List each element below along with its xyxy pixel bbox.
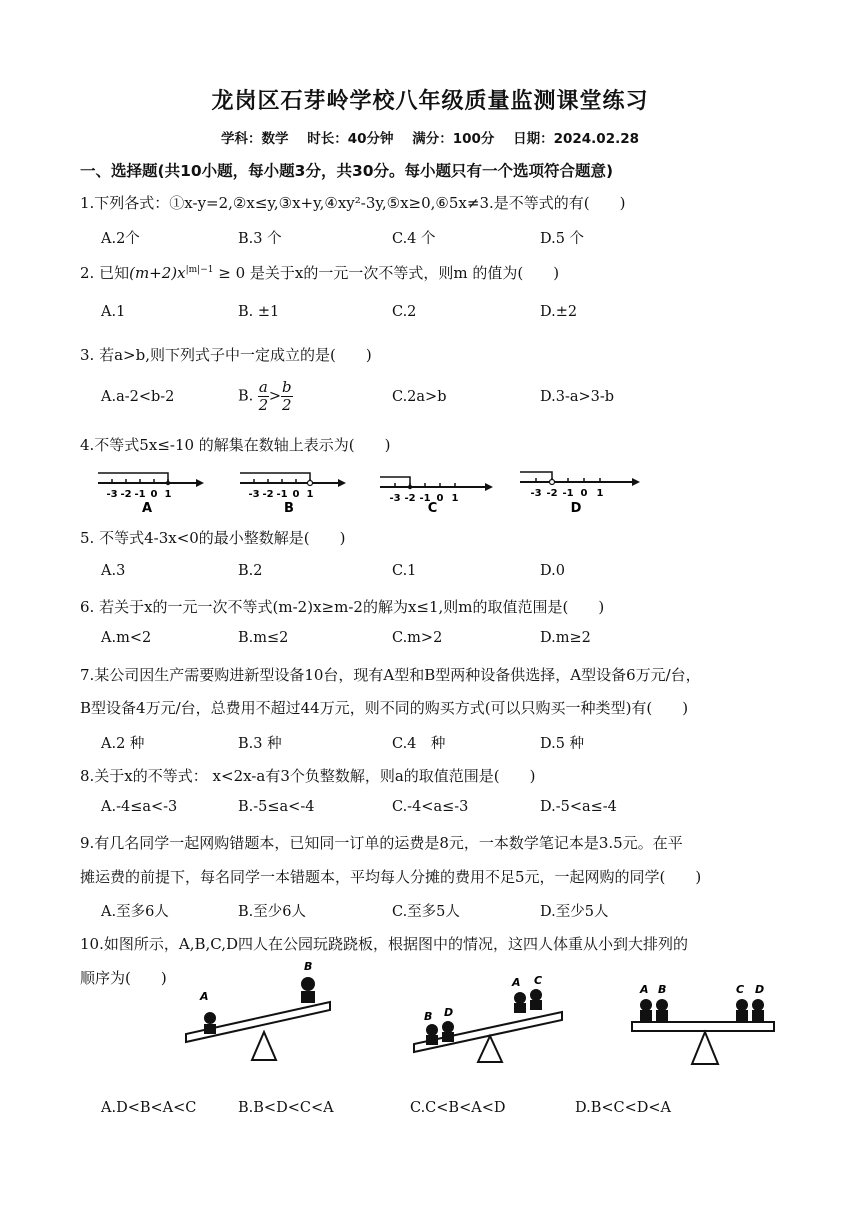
seesaw-3-plank xyxy=(632,1022,774,1031)
number-line-option-label: D xyxy=(570,501,582,516)
seesaw-1 xyxy=(186,960,330,1060)
question-3: 3. 若a>b,则下列式子中一定成立的是( ) xyxy=(80,346,372,364)
number-line-option-label: A xyxy=(141,501,153,516)
number-line-tick-label: -3 xyxy=(106,489,118,500)
seesaw-1-person-b xyxy=(301,977,315,1003)
number-line-options xyxy=(90,460,650,516)
question-5: 5. 不等式4-3x<0的最小整数解是( ) xyxy=(80,529,346,547)
q1-option-a: A.2个 xyxy=(101,231,140,247)
q6-option-c: C.m>2 xyxy=(392,630,443,646)
number-line-tick-label: -2 xyxy=(262,489,274,500)
seesaw-3 xyxy=(632,983,774,1064)
question-7-line-1: 7.某公司因生产需要购进新型设备10台，现有A型和B型两种设备供选择，A型设备6万元/台， xyxy=(80,666,701,684)
number-line-tick-label: 1 xyxy=(451,493,459,504)
q2-exponent: |m|−1 xyxy=(185,265,214,275)
seesaw-2-label-a: A xyxy=(512,976,521,989)
q3-fraction-b: $\frac{b}{2}$ xyxy=(281,378,292,414)
q8-option-c: C.-4<a≤-3 xyxy=(392,799,469,815)
q10-option-d: D.B<C<D<A xyxy=(575,1100,672,1116)
number-line-point xyxy=(408,485,412,489)
number-line-tick-label: 0 xyxy=(292,489,300,500)
number-line-a xyxy=(98,473,204,516)
number-line-point xyxy=(550,480,555,485)
seesaw-figures xyxy=(180,960,800,1070)
q3-option-b-label: B. xyxy=(238,388,254,405)
question-2 xyxy=(80,262,559,283)
q3-option-a: A.a-2<b-2 xyxy=(101,389,175,405)
seesaw-3-fulcrum xyxy=(692,1032,718,1064)
number-line-option-label: B xyxy=(284,501,294,516)
q3-fraction-a: $\frac{a}{2}$ xyxy=(258,378,269,414)
q8-option-d: D.-5<a≤-4 xyxy=(540,799,617,815)
q7-option-b: B.3 种 xyxy=(238,736,282,752)
seesaw-2-label-c: C xyxy=(534,974,543,987)
question-6: 6. 若关于x的一元一次不等式(m-2)x≥m-2的解为x≤1,则m的取值范围是( ) xyxy=(80,598,605,616)
q7-option-a: A.2 种 xyxy=(101,736,145,752)
question-8: 8.关于x的不等式： x<2x-a有3个负整数解，则a的取值范围是( ) xyxy=(80,767,536,785)
q10-option-b: B.B<D<C<A xyxy=(238,1100,334,1116)
seesaw-1-fulcrum xyxy=(252,1032,276,1060)
seesaw-2-person-a xyxy=(514,992,526,1013)
number-line-tick-label: 0 xyxy=(150,489,158,500)
number-line-d xyxy=(520,472,640,516)
q8-option-b: B.-5≤a<-4 xyxy=(238,799,315,815)
q9-option-c: C.至多5人 xyxy=(392,904,460,920)
number-line-arrow xyxy=(485,483,493,491)
question-7-line-2: B型设备4万元/台，总费用不超过44万元，则不同的购买方式(可以只购买一种类型)有( ) xyxy=(80,699,689,717)
number-line-arrow xyxy=(632,478,640,486)
question-9-line-1: 9.有几名同学一起网购错题本，已知同一订单的运费是8元，一本数学笔记本是3.5元。在平 xyxy=(80,834,683,852)
q5-option-d: D.0 xyxy=(540,563,565,579)
q7-option-c: C.4 种 xyxy=(392,736,446,752)
q3-option-b xyxy=(238,379,293,414)
q9-option-a: A.至多6人 xyxy=(101,904,169,920)
number-line-b xyxy=(240,473,346,516)
number-line-point xyxy=(308,481,313,486)
q2-prefix: 2. 已知 xyxy=(80,264,130,282)
number-line-tick-label: -3 xyxy=(530,488,542,499)
q5-option-b: B.2 xyxy=(238,563,263,579)
question-10-line-1: 10.如图所示，A,B,C,D四人在公园玩跷跷板，根据图中的情况，这四人体重从小到大排列的 xyxy=(80,935,688,953)
q2-option-b: B. ±1 xyxy=(238,304,280,320)
section-heading: 一、选择题(共10小题，每小题3分，共30分。每小题只有一个选项符合题意) xyxy=(80,162,614,180)
question-4: 4.不等式5x≤-10 的解集在数轴上表示为( ) xyxy=(80,436,391,454)
number-line-tick-label: 1 xyxy=(306,489,314,500)
date-label: 日期：2024.02.28 xyxy=(513,131,639,147)
q8-option-a: A.-4≤a<-3 xyxy=(101,799,178,815)
seesaw-3-label-b: B xyxy=(658,983,667,996)
seesaw-2-person-b xyxy=(426,1024,438,1045)
number-line-tick-label: -1 xyxy=(562,488,574,499)
q1-option-d: D.5 个 xyxy=(540,231,585,247)
seesaw-1-person-a xyxy=(204,1012,216,1034)
q6-option-b: B.m≤2 xyxy=(238,630,289,646)
q2-option-a: A.1 xyxy=(101,304,126,320)
seesaw-2-person-c xyxy=(530,989,542,1010)
q5-option-c: C.1 xyxy=(392,563,417,579)
seesaw-3-person-c xyxy=(736,999,748,1022)
q3-option-c: C.2a>b xyxy=(392,389,447,405)
q2-suffix: 是关于x的一元一次不等式，则m 的值为( ) xyxy=(245,264,560,282)
seesaw-2 xyxy=(414,974,562,1062)
seesaw-2-label-d: D xyxy=(444,1006,454,1019)
number-line-tick-label: -2 xyxy=(546,488,558,499)
number-line-tick-label: -3 xyxy=(248,489,260,500)
q9-option-d: D.至少5人 xyxy=(540,904,609,920)
question-1: 1.下列各式：①x-y=2,②x≤y,③x+y,④xy²-3y,⑤x≥0,⑥5x≠3.是不等式的有( ) xyxy=(80,194,626,212)
number-line-tick-label: 1 xyxy=(164,489,172,500)
question-10-line-2: 顺序为( ) xyxy=(80,969,167,987)
duration-label: 时长：40分钟 xyxy=(307,131,394,147)
number-line-tick-label: -1 xyxy=(134,489,146,500)
q2-relation: ≥ 0 xyxy=(213,264,246,282)
question-9-line-2: 摊运费的前提下，每名同学一本错题本，平均每人分摊的费用不足5元，一起网购的同学( ) xyxy=(80,868,702,886)
seesaw-1-label-a: A xyxy=(200,990,209,1003)
q6-option-a: A.m<2 xyxy=(101,630,152,646)
q10-option-a: A.D<B<A<C xyxy=(101,1100,197,1116)
q3-relation: > xyxy=(268,388,281,405)
number-line-c xyxy=(380,477,493,516)
number-line-arrow xyxy=(196,479,204,487)
q1-option-c: C.4 个 xyxy=(392,231,436,247)
number-line-tick-label: 0 xyxy=(436,493,444,504)
q9-option-b: B.至少6人 xyxy=(238,904,306,920)
full-score-label: 满分：100分 xyxy=(412,131,495,147)
q7-option-d: D.5 种 xyxy=(540,736,585,752)
number-line-option-label: C xyxy=(427,501,438,516)
q3-option-d: D.3-a>3-b xyxy=(540,389,615,405)
exam-meta xyxy=(0,127,860,147)
number-line-range-bracket xyxy=(98,473,168,483)
number-line-arrow xyxy=(338,479,346,487)
number-line-tick-label: -1 xyxy=(419,493,431,504)
q1-option-b: B.3 个 xyxy=(238,231,282,247)
number-line-point xyxy=(166,481,170,485)
seesaw-3-label-c: C xyxy=(736,983,745,996)
q2-expression: (m+2)x xyxy=(129,264,186,282)
q6-option-d: D.m≥2 xyxy=(540,630,591,646)
number-line-tick-label: -1 xyxy=(276,489,288,500)
subject-label: 学科：数学 xyxy=(221,131,289,147)
q2-option-c: C.2 xyxy=(392,304,417,320)
seesaw-2-fulcrum xyxy=(478,1036,502,1062)
seesaw-3-person-d xyxy=(752,999,764,1022)
q2-option-d: D.±2 xyxy=(540,304,578,320)
seesaw-2-label-b: B xyxy=(424,1010,433,1023)
seesaw-3-label-a: A xyxy=(640,983,649,996)
number-line-tick-label: 0 xyxy=(580,488,588,499)
number-line-tick-label: -3 xyxy=(389,493,401,504)
number-line-tick-label: -2 xyxy=(404,493,416,504)
number-line-tick-label: -2 xyxy=(120,489,132,500)
seesaw-1-label-b: B xyxy=(304,960,313,973)
q5-option-a: A.3 xyxy=(101,563,126,579)
number-line-tick-label: 1 xyxy=(596,488,604,499)
seesaw-2-person-d xyxy=(442,1021,454,1042)
q10-option-c: C.C<B<A<D xyxy=(410,1100,506,1116)
seesaw-3-person-a xyxy=(640,999,652,1022)
number-line-range-bracket xyxy=(240,473,310,483)
seesaw-3-person-b xyxy=(656,999,668,1022)
seesaw-3-label-d: D xyxy=(755,983,765,996)
page-title: 龙岗区石芽岭学校八年级质量监测课堂练习 xyxy=(211,89,649,114)
